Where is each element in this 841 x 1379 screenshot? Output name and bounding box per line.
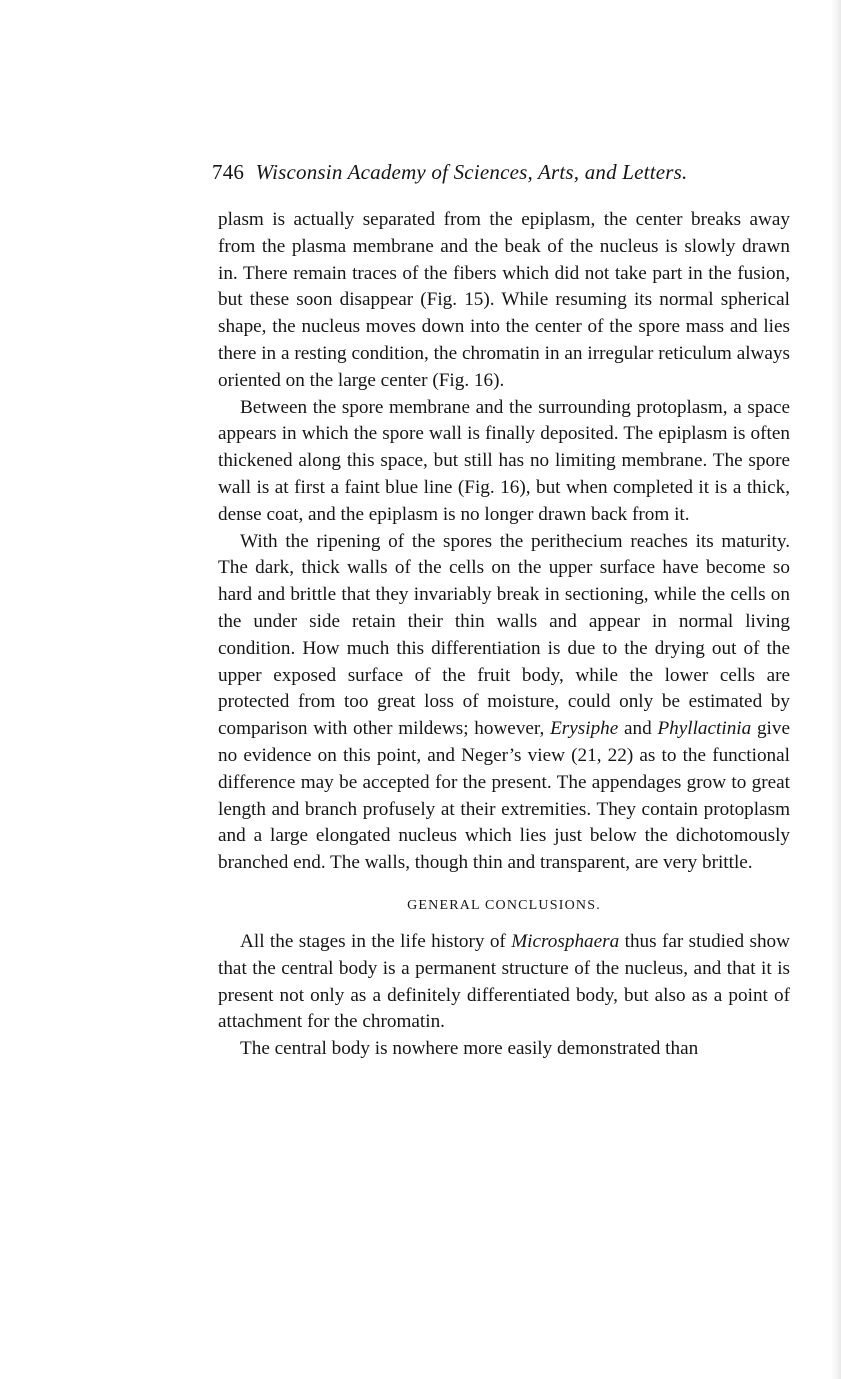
paragraph-spore-wall — [218, 395, 790, 529]
page-number: 746 — [212, 160, 245, 184]
body-text — [218, 207, 790, 1063]
paragraph-text: With the ripening of the spores the perithecium reaches its maturity. The dark, thick walls of the cells on the upper surface have become so hard and brittle that they invariably break in sectioning, while the cells on the under side retain their thin walls and appear in normal living condition. How much this differentiation is due to the drying out of the upper exposed surface of the fruit body, while the lower cells are protected from too great loss of moisture, could only be estimated by comparison with other mildews; however, — [218, 530, 790, 740]
paragraph-text: All the stages in the life history of — [240, 930, 512, 952]
paragraph-perithecium-maturity — [218, 529, 790, 877]
paragraph-continued — [218, 207, 790, 395]
paragraph-text: The central body is nowhere more easily demonstrated than — [240, 1038, 699, 1060]
paragraph-text: thus far studied show that the central body is a permanent structure of the nucleus, and that it is present not only as a definitely differentiated body, but also as a point of attachment for the chromatin. — [218, 930, 790, 1033]
genus-name-phyllactinia: Phyllactinia — [657, 718, 752, 740]
running-header — [212, 160, 792, 185]
section-heading: GENERAL CONCLUSIONS. — [407, 897, 601, 913]
paragraph-text: give no evidence on this point, and Neger’s view (21, 22) as to the functional difference may be accepted for the present. The appendages grow to great length and branch profusely at their extremities. They contain protoplasm and a large elongated nucleus which lies just below the dichotomously branched end. The walls, though thin and transparent, are very brittle. — [218, 718, 790, 874]
paragraph-text: plasm is actually separated from the epiplasm, the center breaks away from the plasma membrane and the beak of the nucleus is slowly drawn in. There remain traces of the fibers which did not take part in the fusion, but these soon disappear (Fig. 15). While resuming its normal spherical shape, the nucleus moves down into the center of the spore mass and lies there in a resting condition, the chromatin in an irregular reticulum always oriented on the large center (Fig. 16). — [218, 209, 790, 391]
genus-name-microsphaera: Microsphaera — [511, 930, 620, 952]
paragraph-text: Between the spore membrane and the surrounding protoplasm, a space appears in which the spore wall is finally deposited. The epiplasm is often thickened along this space, but still has no limiting membrane. The spore wall is at first a faint blue line (Fig. 16), but when completed it is a thick, dense coat, and the epiplasm is no longer drawn back from it. — [218, 396, 790, 525]
paragraph-conclusions — [218, 929, 790, 1036]
journal-title: Wisconsin Academy of Sciences, Arts, and Letters. — [255, 160, 688, 184]
genus-name-erysiphe: Erysiphe — [550, 718, 619, 740]
page-edge — [831, 0, 841, 1379]
paragraph-central-body — [218, 1036, 790, 1063]
paragraph-text: and — [618, 718, 658, 740]
